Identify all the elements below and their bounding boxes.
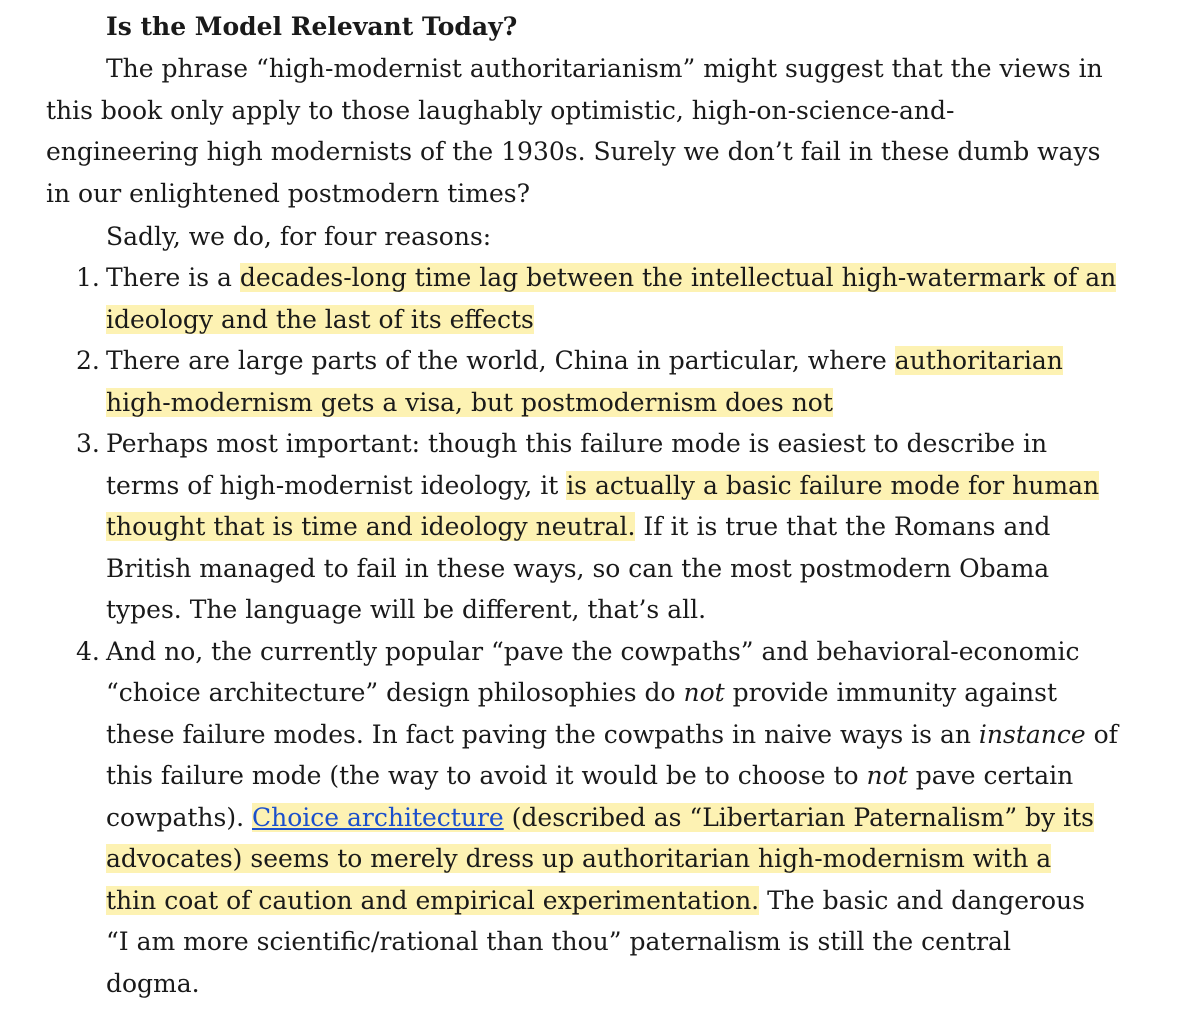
emphasis-text: instance: [978, 719, 1086, 749]
intro-line: in our enlightened postmodern times?: [46, 178, 531, 208]
list-item: [46, 423, 1176, 631]
list-item: [46, 631, 1176, 1005]
highlighted-text: authoritarian: [894, 346, 1063, 375]
list-number: 4.: [76, 636, 100, 666]
item-text: “I am more scientific/rational than thou” paternalism is still the central: [106, 927, 1011, 956]
list-number: 1.: [76, 263, 100, 292]
reasons-list: [46, 257, 1176, 1004]
item-text: If it is true that the Romans and: [635, 512, 1051, 541]
highlighted-text: ideology and the last of its effects: [106, 304, 534, 334]
item-text: dogma.: [106, 968, 200, 998]
item-text: terms of high-modernist ideology, it: [106, 470, 567, 500]
item-text: Perhaps most important: though this failure mode is easiest to describe in: [106, 429, 1048, 458]
emphasis-text: not: [683, 678, 725, 707]
choice-architecture-link[interactable]: Choice architecture: [251, 802, 504, 832]
item-text: provide immunity against: [724, 678, 1057, 707]
item-text: The basic and dangerous: [759, 885, 1085, 915]
reasons-intro: [46, 216, 1166, 258]
intro-line: engineering high modernists of the 1930s. Surely we don’t fail in these dumb ways: [46, 137, 1101, 166]
list-item: [46, 340, 1176, 423]
item-text: of: [1085, 719, 1118, 749]
emphasis-text: not: [866, 761, 908, 790]
item-text: this failure mode (the way to avoid it would be to choose to: [106, 761, 867, 790]
item-text: British managed to fail in these ways, so can the most postmodern Obama: [106, 553, 1050, 583]
item-text: cowpaths).: [106, 802, 252, 832]
item-text: “choice architecture” design philosophies do: [106, 678, 684, 707]
list-item: [46, 257, 1176, 340]
intro-line: The phrase “high-modernist authoritarianism” might suggest that the views in: [106, 54, 1103, 83]
section-heading: Is the Model Relevant Today?: [106, 12, 518, 41]
item-text: these failure modes. In fact paving the cowpaths in naive ways is an: [106, 719, 979, 749]
list-number: 2.: [76, 346, 100, 375]
item-text: pave certain: [907, 761, 1074, 790]
highlighted-text: is actually a basic failure mode for human: [566, 470, 1100, 500]
item-text: types. The language will be different, that’s all.: [106, 595, 707, 624]
reasons-intro-text: Sadly, we do, for four reasons:: [106, 222, 492, 251]
item-text: And no, the currently popular “pave the cowpaths” and behavioral-economic: [106, 636, 1080, 666]
highlighted-text: advocates) seems to merely dress up authoritarian high-modernism with a: [106, 844, 1052, 873]
intro-paragraph: [46, 48, 1166, 214]
intro-line: this book only apply to those laughably optimistic, high-on-science-and-: [46, 95, 955, 125]
highlighted-text: thought that is time and ideology neutral.: [106, 512, 636, 541]
item-text: There is a: [106, 263, 240, 292]
highlighted-text: decades-long time lag between the intellectual high-watermark of an: [239, 263, 1117, 292]
highlighted-text: (described as “Libertarian Paternalism” by its: [503, 802, 1094, 832]
item-text: There are large parts of the world, China in particular, where: [106, 346, 895, 375]
highlighted-text: high-modernism gets a visa, but postmodernism does not: [106, 387, 833, 417]
list-number: 3.: [76, 429, 100, 458]
highlighted-text: thin coat of caution and empirical experimentation.: [106, 885, 760, 915]
